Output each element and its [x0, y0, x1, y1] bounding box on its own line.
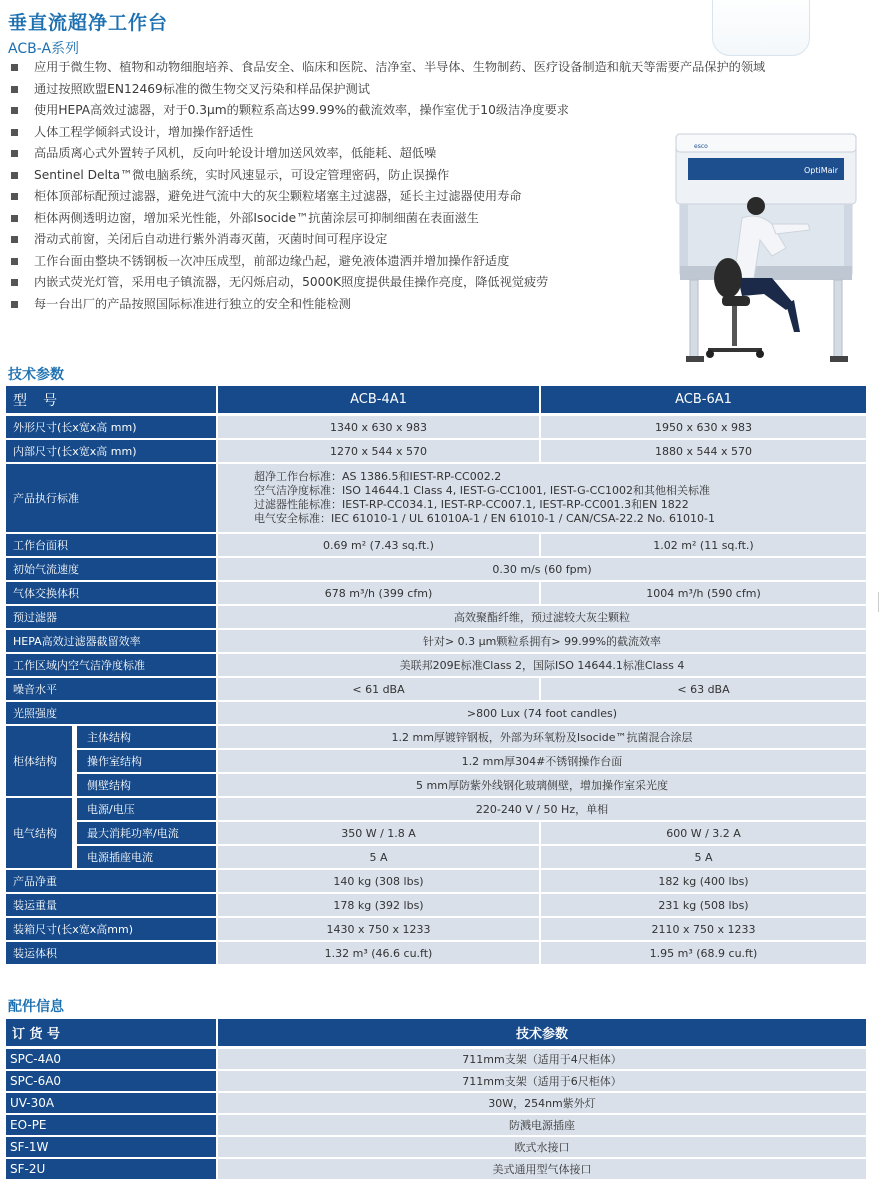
accessories-section-title: 配件信息 — [8, 999, 64, 1015]
row-sublabel: 主体结构 — [74, 726, 218, 750]
row-value: 1430 x 750 x 1233 — [218, 918, 541, 942]
row-value: 1004 m³/h (590 cfm) — [541, 582, 868, 606]
feature-item: 通过按照欧盟EN12469标准的微生物交叉污染和样品保护测试 — [8, 82, 874, 97]
row-value: 1.2 mm厚镀锌钢板，外部为环氧粉及Isocide™抗菌混合涂层 — [218, 726, 868, 750]
table-row — [6, 798, 868, 822]
accessory-desc: 美式通用型气体接口 — [218, 1159, 868, 1181]
table-row — [6, 440, 868, 464]
row-label: 预过滤器 — [6, 606, 218, 630]
order-code: UV-30A — [6, 1093, 218, 1115]
header-order-code: 订 货 号 — [6, 1019, 218, 1049]
row-value: 5 A — [218, 846, 541, 870]
order-code: SF-2U — [6, 1159, 218, 1181]
table-row — [6, 630, 868, 654]
standard-line: 过滤器性能标准：IEST-RP-CC034.1, IEST-RP-CC007.1, IEST-RP-CC001.3和EN 1822 — [254, 498, 689, 511]
row-label: 工作区域内空气洁净度标准 — [6, 654, 218, 678]
feature-item: 工作台面由整块不锈钢板一次冲压成型，前部边缘凸起，避免液体遗洒并增加操作舒适度 — [8, 254, 648, 269]
table-row — [6, 894, 868, 918]
order-code: SPC-4A0 — [6, 1049, 218, 1071]
row-label: 噪音水平 — [6, 678, 218, 702]
row-value: 178 kg (392 lbs) — [218, 894, 541, 918]
table-row — [6, 1115, 868, 1137]
feature-item: 人体工程学倾斜式设计，增加操作舒适性 — [8, 125, 648, 140]
standard-line: 电气安全标准：IEC 61010-1 / UL 61010A-1 / EN 61010-1 / CAN/CSA-22.2 No. 61010-1 — [254, 512, 715, 525]
row-label: 外形尺寸(长x宽x高 mm) — [6, 416, 218, 440]
row-group-label: 柜体结构 — [6, 726, 74, 798]
table-row — [6, 774, 868, 798]
row-label: 内部尺寸(长x宽x高 mm) — [6, 440, 218, 464]
feature-item: 每一台出厂的产品按照国际标准进行独立的安全和性能检测 — [8, 297, 648, 312]
corner-decoration — [712, 0, 810, 56]
row-value: 140 kg (308 lbs) — [218, 870, 541, 894]
table-row — [6, 1071, 868, 1093]
feature-item: 高品质离心式外置转子风机，反向叶轮设计增加送风效率，低能耗、超低噪 — [8, 146, 648, 161]
accessory-desc: 欧式水接口 — [218, 1137, 868, 1159]
edge-mark — [878, 592, 882, 612]
header-model-label: 型 号 — [6, 386, 218, 416]
row-label: 装箱尺寸(长x宽x高mm) — [6, 918, 218, 942]
table-row — [6, 870, 868, 894]
accessories-table — [6, 1019, 868, 1181]
table-row — [6, 582, 868, 606]
table-row — [6, 918, 868, 942]
table-row — [6, 558, 868, 582]
feature-item: 滑动式前窗，关闭后自动进行紫外消毒灭菌，灭菌时间可程序设定 — [8, 232, 648, 247]
row-value: 1950 x 630 x 983 — [541, 416, 868, 440]
spec-section-title: 技术参数 — [8, 367, 64, 383]
spec-table — [6, 386, 868, 966]
row-value: 1.02 m² (11 sq.ft.) — [541, 534, 868, 558]
feature-item: 柜体两侧透明边窗，增加采光性能，外部Isocide™抗菌涂层可抑制细菌在表面滋生 — [8, 211, 648, 226]
table-row — [6, 750, 868, 774]
esco-logo: esco — [694, 143, 708, 150]
product-photo — [668, 128, 878, 378]
row-value: 5 mm厚防紫外线钢化玻璃侧壁，增加操作室采光度 — [218, 774, 868, 798]
table-row — [6, 1137, 868, 1159]
row-sublabel: 操作室结构 — [74, 750, 218, 774]
table-row — [6, 726, 868, 750]
accessory-desc: 30W，254nm紫外灯 — [218, 1093, 868, 1115]
table-row — [6, 822, 868, 846]
row-label: 气体交换体积 — [6, 582, 218, 606]
row-sublabel: 最大消耗功率/电流 — [74, 822, 218, 846]
feature-item: Sentinel Delta™微电脑系统，实时风速显示，可设定管理密码，防止误操作 — [8, 168, 648, 183]
table-row — [6, 534, 868, 558]
feature-item: 柜体顶部标配预过滤器，避免进气流中大的灰尘颗粒堵塞主过滤器，延长主过滤器使用寿命 — [8, 189, 648, 204]
table-row — [6, 416, 868, 440]
row-sublabel: 侧壁结构 — [74, 774, 218, 798]
row-label: 装运体积 — [6, 942, 218, 966]
row-value: 5 A — [541, 846, 868, 870]
row-value: 220-240 V / 50 Hz，单相 — [218, 798, 868, 822]
order-code: SPC-6A0 — [6, 1071, 218, 1093]
accessory-desc: 711mm支架（适用于6尺柜体） — [218, 1071, 868, 1093]
table-row — [6, 846, 868, 870]
header-model-2: ACB-6A1 — [541, 386, 868, 416]
table-row — [6, 942, 868, 966]
row-value: < 63 dBA — [541, 678, 868, 702]
table-row — [6, 1093, 868, 1115]
table-row — [6, 464, 868, 534]
page-title: 垂直流超净工作台 — [8, 12, 169, 34]
table-row — [6, 654, 868, 678]
standards-cell — [218, 464, 868, 534]
feature-item: 应用于微生物、植物和动物细胞培养、食品安全、临床和医院、洁净室、半导体、生物制药、医疗设备制造和航天等需要产品保护的领域 — [8, 60, 874, 75]
table-row — [6, 1159, 868, 1181]
row-value: 1.2 mm厚304#不锈钢操作台面 — [218, 750, 868, 774]
header-model-1: ACB-4A1 — [218, 386, 541, 416]
row-value: 高效聚酯纤维，预过滤较大灰尘颗粒 — [218, 606, 868, 630]
row-label: 光照强度 — [6, 702, 218, 726]
row-value: 1270 x 544 x 570 — [218, 440, 541, 464]
row-label: 产品执行标准 — [6, 464, 218, 534]
feature-item: 使用HEPA高效过滤器，对于0.3μm的颗粒系高达99.99%的截流效率，操作室优于10级洁净度要求 — [8, 103, 874, 118]
row-value: 600 W / 3.2 A — [541, 822, 868, 846]
order-code: EO-PE — [6, 1115, 218, 1137]
feature-item: 内嵌式荧光灯管，采用电子镇流器，无闪烁启动，5000K照度提供最佳操作亮度，降低视觉疲劳 — [8, 275, 648, 290]
row-value: 678 m³/h (399 cfm) — [218, 582, 541, 606]
row-value: 针对> 0.3 μm颗粒系拥有> 99.99%的截流效率 — [218, 630, 868, 654]
row-value: 0.30 m/s (60 fpm) — [218, 558, 868, 582]
accessory-desc: 防溅电源插座 — [218, 1115, 868, 1137]
order-code: SF-1W — [6, 1137, 218, 1159]
table-row — [6, 702, 868, 726]
row-value: 1.32 m³ (46.6 cu.ft) — [218, 942, 541, 966]
header-tech-params: 技术参数 — [218, 1019, 868, 1049]
row-value: 0.69 m² (7.43 sq.ft.) — [218, 534, 541, 558]
row-value: < 61 dBA — [218, 678, 541, 702]
row-value: 美联邦209E标准Class 2，国际ISO 14644.1标准Class 4 — [218, 654, 868, 678]
row-value: 1340 x 630 x 983 — [218, 416, 541, 440]
row-label: 产品净重 — [6, 870, 218, 894]
row-label: 初始气流速度 — [6, 558, 218, 582]
row-label: 装运重量 — [6, 894, 218, 918]
table-row — [6, 678, 868, 702]
series-subtitle: ACB-A系列 — [8, 41, 80, 57]
brand-label: OptiMair — [804, 166, 839, 175]
row-label: 工作台面积 — [6, 534, 218, 558]
standard-line: 超净工作台标准：AS 1386.5和IEST-RP-CC002.2 — [254, 470, 502, 483]
row-value: 182 kg (400 lbs) — [541, 870, 868, 894]
row-value: 1880 x 544 x 570 — [541, 440, 868, 464]
table-row — [6, 606, 868, 630]
row-value: >800 Lux (74 foot candles) — [218, 702, 868, 726]
row-value: 231 kg (508 lbs) — [541, 894, 868, 918]
table-row — [6, 1049, 868, 1071]
row-group-label: 电气结构 — [6, 798, 74, 870]
standard-line: 空气洁净度标准：ISO 14644.1 Class 4, IEST-G-CC1001, IEST-G-CC1002和其他相关标准 — [254, 484, 710, 497]
accessory-desc: 711mm支架（适用于4尺柜体） — [218, 1049, 868, 1071]
row-value: 1.95 m³ (68.9 cu.ft) — [541, 942, 868, 966]
row-sublabel: 电源插座电流 — [74, 846, 218, 870]
row-sublabel: 电源/电压 — [74, 798, 218, 822]
row-value: 2110 x 750 x 1233 — [541, 918, 868, 942]
row-label: HEPA高效过滤器截留效率 — [6, 630, 218, 654]
row-value: 350 W / 1.8 A — [218, 822, 541, 846]
